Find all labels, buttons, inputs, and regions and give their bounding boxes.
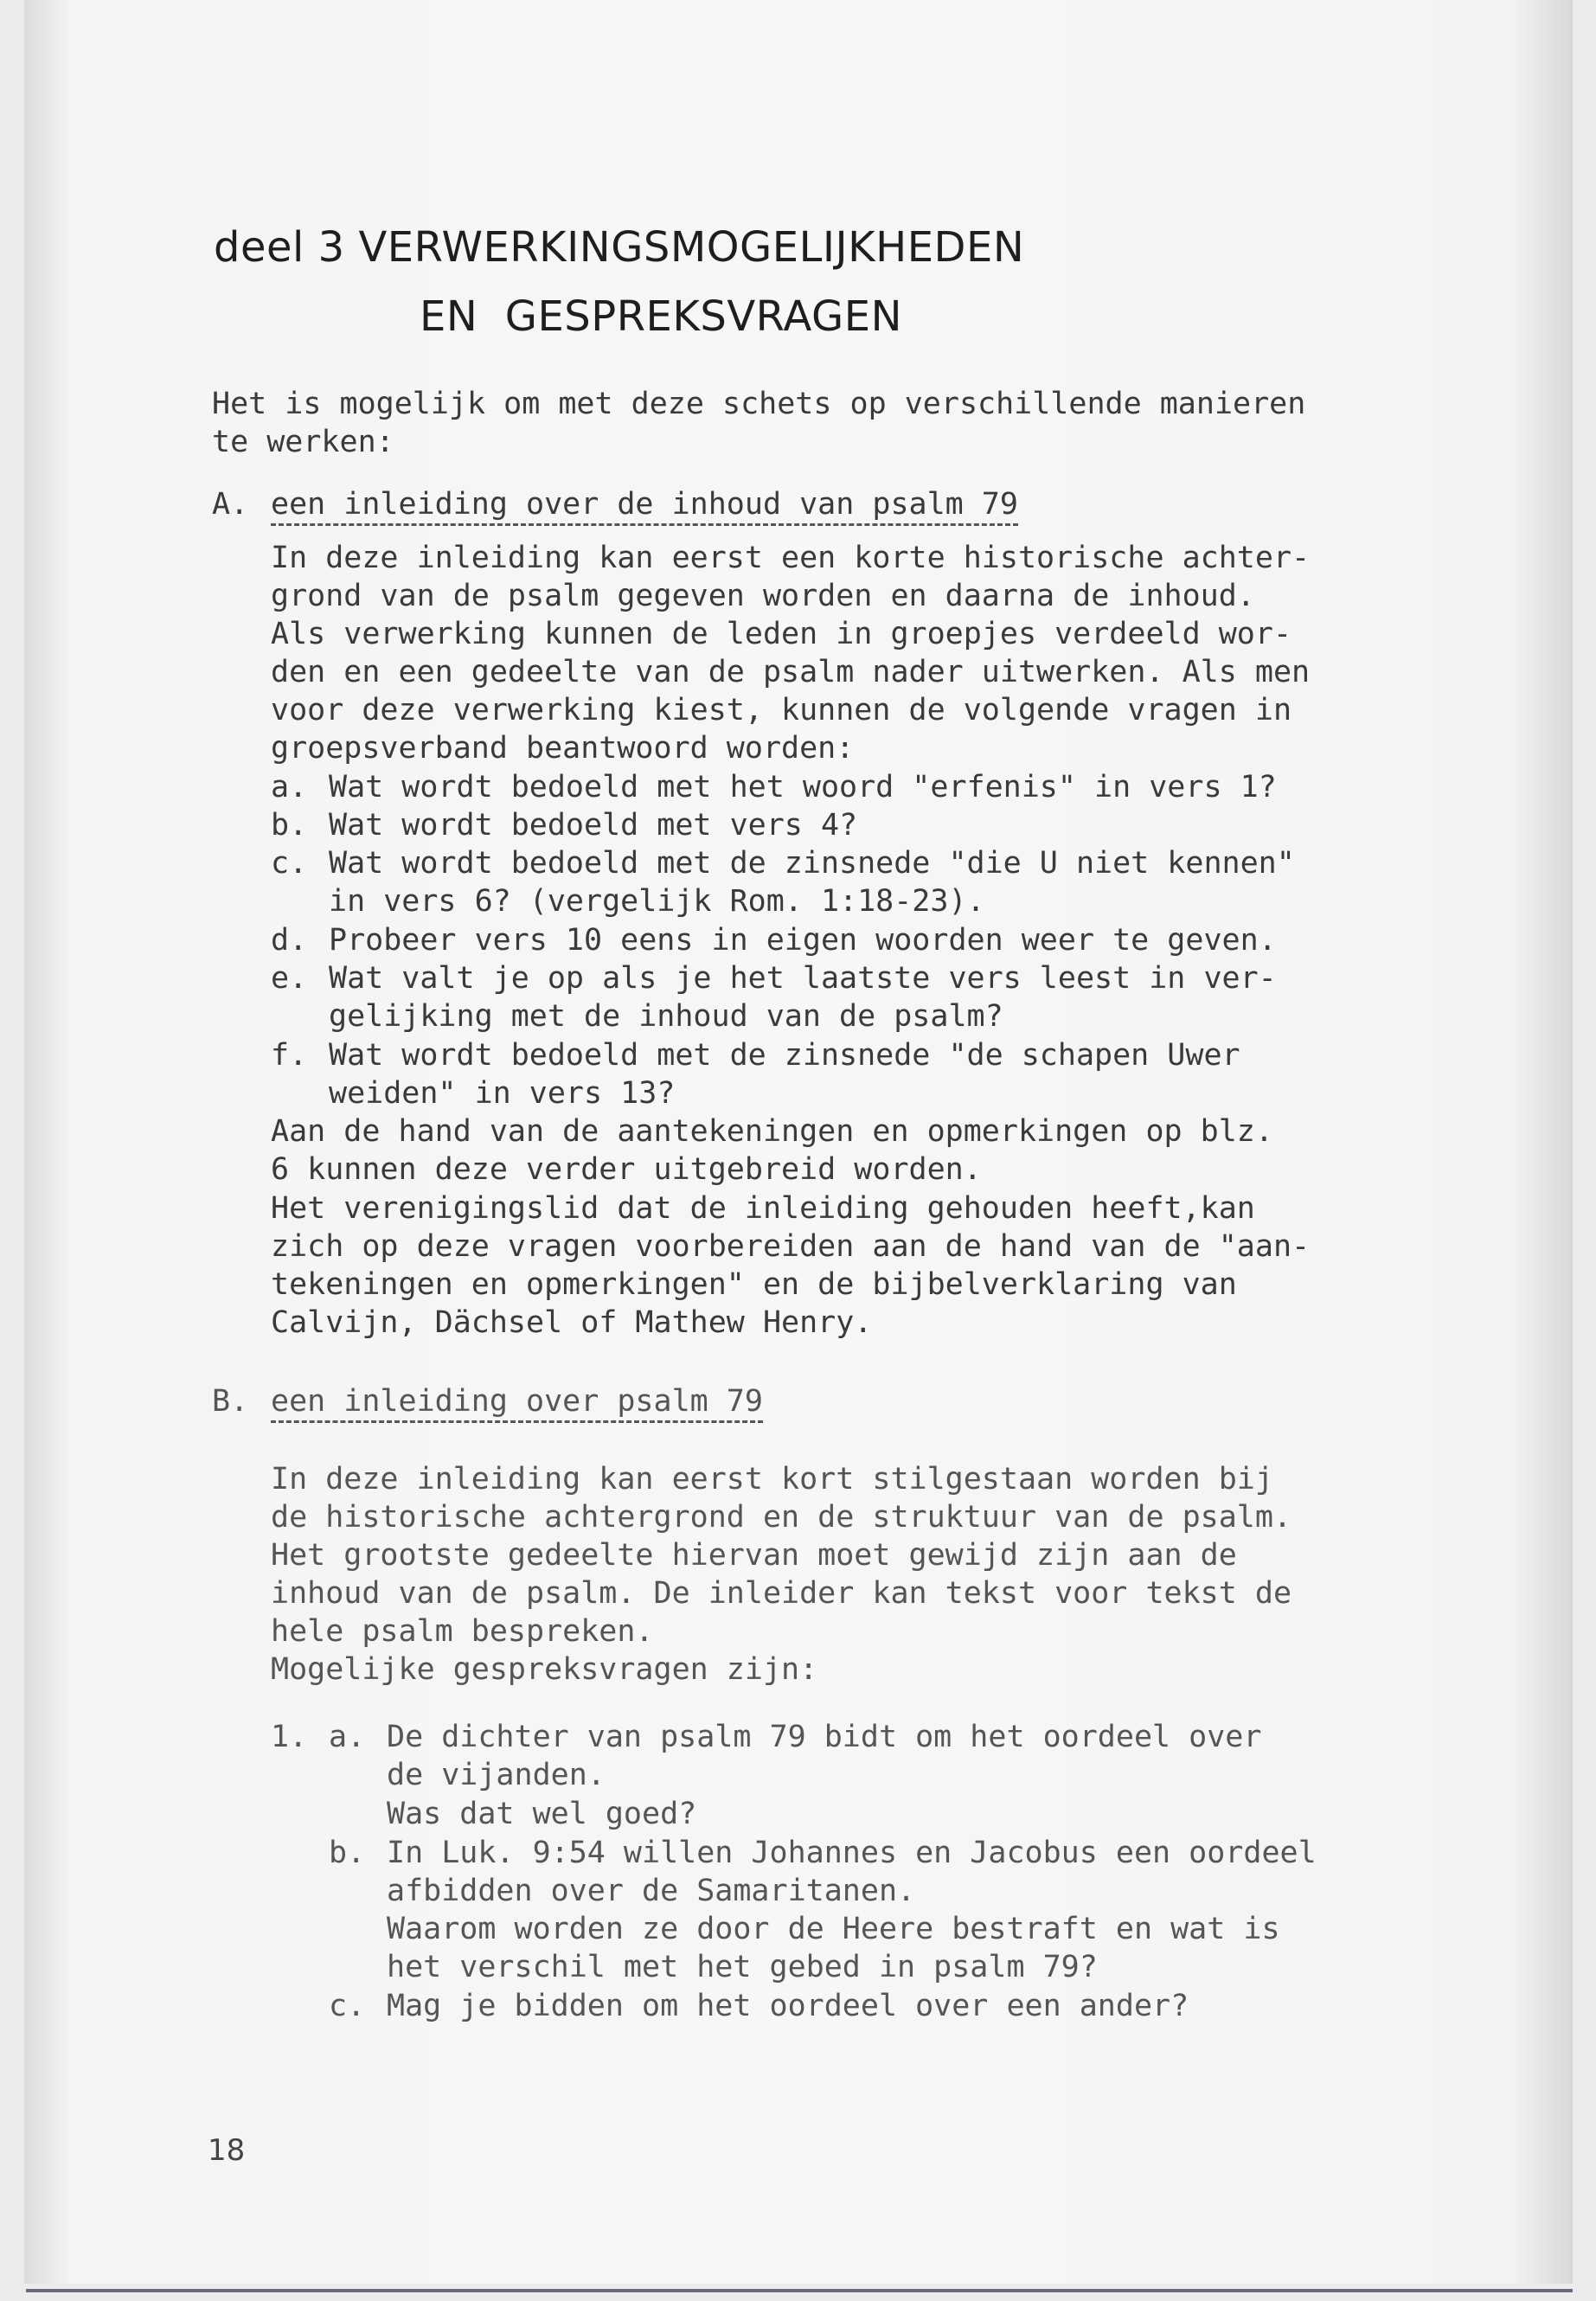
section-a-para-5: voor deze verwerking kiest, kunnen de volgende vragen in [271, 693, 1292, 727]
question-1b-line-4: het verschil met het gebed in psalm 79? [387, 1950, 1098, 1984]
section-b-para-1: In deze inleiding kan eerst kort stilgestaan worden bij [271, 1462, 1273, 1497]
question-f-line-1: Wat wordt bedoeld met de zinsnede "de schapen Uwer [329, 1038, 1240, 1073]
question-1c-marker: c. [329, 1989, 366, 2023]
section-a-marker: A. [212, 487, 249, 522]
intro-line-1: Het is mogelijk om met deze schets op verschillende manieren [212, 387, 1306, 421]
question-1a-marker: a. [329, 1720, 366, 1754]
question-c-line-2: in vers 6? (vergelijk Rom. 1:18-23). [329, 884, 985, 919]
question-1a-line-2: de vijanden. [387, 1758, 606, 1792]
page-number: 18 [208, 2133, 246, 2168]
section-a-title-text: een inleiding over de inhoud van psalm 79 [271, 487, 1018, 526]
section-b-para-3: Het grootste gedeelte hiervan moet gewijd zijn aan de [271, 1538, 1237, 1573]
question-c-line-1: Wat wordt bedoeld met de zinsnede "die U niet kennen" [329, 846, 1295, 881]
intro-line-2: te werken: [212, 425, 394, 459]
section-a-closing-6: Calvijn, Dächsel of Mathew Henry. [271, 1305, 873, 1340]
section-a-para-3: Als verwerking kunnen de leden in groepjes verdeeld wor- [271, 617, 1292, 651]
section-a-para-4: den en een gedeelte van de psalm nader uitwerken. Als men [271, 655, 1311, 689]
section-a-closing-4: zich op deze vragen voorbereiden aan de hand van de "aan- [271, 1229, 1311, 1264]
section-b-marker: B. [212, 1384, 249, 1419]
section-b-para-2: de historische achtergrond en de struktuur van de psalm. [271, 1500, 1292, 1535]
question-a-line-1: Wat wordt bedoeld met het woord "erfenis" in vers 1? [329, 770, 1277, 804]
section-a-para-2: grond van de psalm gegeven worden en daarna de inhoud. [271, 579, 1255, 613]
question-f-line-2: weiden" in vers 13? [329, 1076, 676, 1111]
section-a-title [271, 485, 1018, 523]
question-1b-line-1: In Luk. 9:54 willen Johannes en Jacobus een oordeel [387, 1836, 1317, 1870]
section-a-closing-2: 6 kunnen deze verder uitgebreid worden. [271, 1152, 982, 1187]
question-1b-line-2: afbidden over de Samaritanen. [387, 1874, 916, 1908]
question-1b-line-3: Waarom worden ze door de Heere bestraft en wat is [387, 1912, 1280, 1946]
section-b-para-4: inhoud van de psalm. De inleider kan tekst voor tekst de [271, 1576, 1292, 1611]
section-b-para-5: hele psalm bespreken. [271, 1614, 654, 1649]
section-a-closing-1: Aan de hand van de aantekeningen en opmerkingen op blz. [271, 1114, 1273, 1149]
section-a-para-1: In deze inleiding kan eerst een korte historische achter- [271, 541, 1311, 575]
question-d-line-1: Probeer vers 10 eens in eigen woorden weer te geven. [329, 923, 1277, 958]
question-1c-line-1: Mag je bidden om het oordeel over een ander? [387, 1989, 1189, 2023]
section-a-closing-5: tekeningen en opmerkingen" en de bijbelverklaring van [271, 1267, 1237, 1302]
heading-line-1 [214, 223, 1024, 272]
page-edge [26, 2289, 1573, 2292]
question-e-line-1: Wat valt je op als je het laatste vers leest in ver- [329, 961, 1277, 996]
question-e-line-2: gelijking met de inhoud van de psalm? [329, 999, 1003, 1034]
question-f-marker: f. [271, 1038, 308, 1073]
question-b-line-1: Wat wordt bedoeld met vers 4? [329, 808, 858, 843]
question-1-number: 1. [271, 1720, 308, 1754]
section-b-para-6: Mogelijke gespreksvragen zijn: [271, 1652, 818, 1687]
section-a-para-6: groepsverband beantwoord worden: [271, 731, 855, 766]
question-e-marker: e. [271, 961, 308, 996]
question-c-marker: c. [271, 846, 308, 881]
section-b-title [271, 1382, 763, 1420]
question-b-marker: b. [271, 808, 308, 843]
question-1a-line-3: Was dat wel goed? [387, 1797, 697, 1831]
question-d-marker: d. [271, 923, 308, 958]
section-a-closing-3: Het verenigingslid dat de inleiding gehouden heeft,kan [271, 1191, 1255, 1226]
question-1a-line-1: De dichter van psalm 79 bidt om het oordeel over [387, 1720, 1262, 1754]
question-a-marker: a. [271, 770, 308, 804]
question-1b-marker: b. [329, 1836, 366, 1870]
heading-title-2: EN GESPREKSVRAGEN [420, 292, 902, 341]
heading-part: deel 3 [214, 223, 345, 272]
section-b-title-text: een inleiding over psalm 79 [271, 1384, 763, 1423]
heading-title-1: VERWERKINGSMOGELIJKHEDEN [358, 223, 1025, 272]
